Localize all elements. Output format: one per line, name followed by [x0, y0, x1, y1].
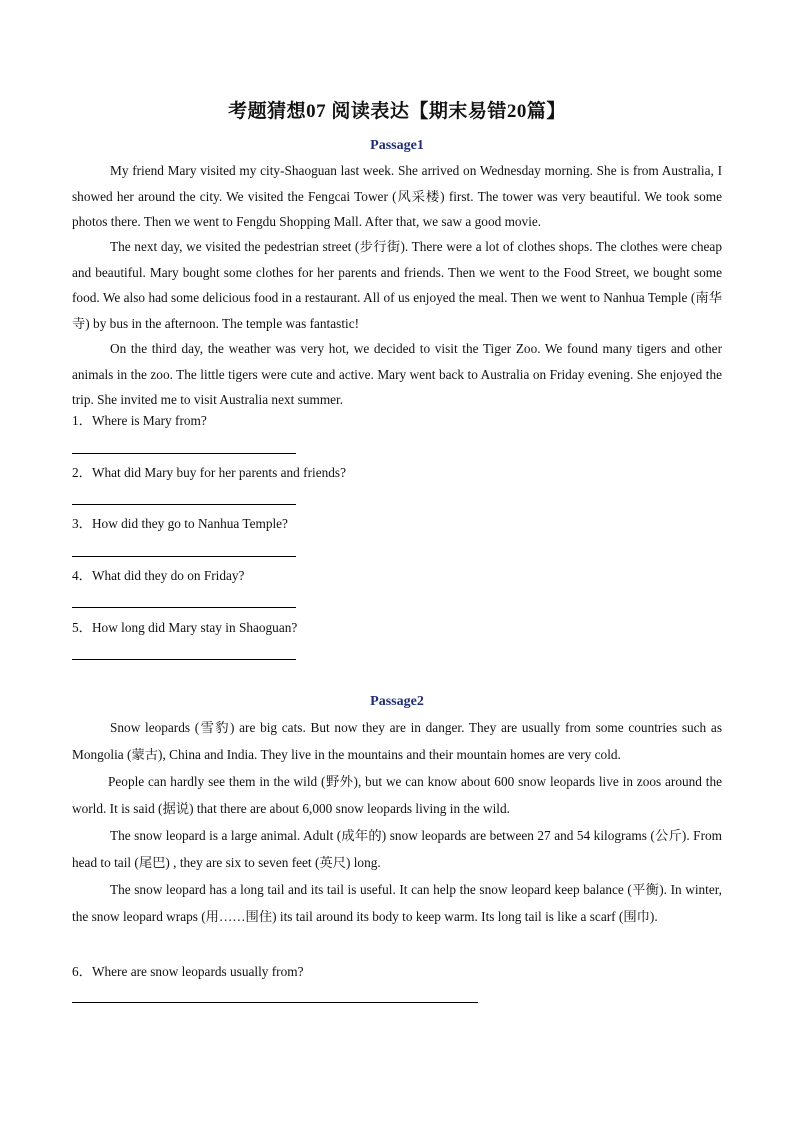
- answer-line-4[interactable]: [72, 607, 296, 608]
- passage2-heading: Passage2: [370, 694, 424, 709]
- answer-line-6[interactable]: [72, 1002, 478, 1003]
- question-4: 4．What did they do on Friday?: [72, 568, 245, 583]
- passage2-paragraph-1: Snow leopards (雪豹) are big cats. But now they are in danger. They are usually from some countries such as Mongolia (蒙古), China and India. They live in the mountains and their mountain homes are very cold.: [72, 720, 722, 762]
- question-2: 2．What did Mary buy for her parents and friends?: [72, 465, 346, 480]
- question-3: 3．How did they go to Nanhua Temple?: [72, 516, 288, 531]
- answer-line-3[interactable]: [72, 556, 296, 557]
- passage1-paragraph-2: The next day, we visited the pedestrian street (步行街). There were a lot of clothes shops. The clothes were cheap and beautiful. Mary bought some clothes for her parents and friends. Then we went to the Food Street, we bought some food. We also had some delicious food in a restaurant. All of us enjoyed the meal. Then we went to Nanhua Temple (南华寺) by bus in the afternoon. The temple was fantastic!: [72, 239, 722, 331]
- page-title: 考题猜想07 阅读表达【期末易错20篇】: [228, 101, 566, 122]
- passage1-paragraph-3: On the third day, the weather was very hot, we decided to visit the Tiger Zoo. We found many tigers and other animals in the zoo. The little tigers were cute and active. Mary went back to Australia on Friday evening. She enjoyed the trip. She invited me to visit Australia next summer.: [72, 341, 722, 407]
- question-6: 6．Where are snow leopards usually from?: [72, 964, 304, 979]
- passage1-paragraph-1: My friend Mary visited my city-Shaoguan last week. She arrived on Wednesday morning. She is from Australia, I showed her around the city. We visited the Fengcai Tower (风采楼) first. The tower was very beautiful. We took some photos there. Then we went to Fengdu Shopping Mall. After that, we saw a good movie.: [72, 163, 722, 229]
- passage1-heading: Passage1: [370, 138, 424, 153]
- answer-line-2[interactable]: [72, 504, 296, 505]
- passage2-paragraph-2: People can hardly see them in the wild (野外), but we can know about 600 snow leopards live in zoos around the world. It is said (据说) that there are about 6,000 snow leopards living in the wild.: [72, 774, 722, 816]
- passage2-paragraph-4: The snow leopard has a long tail and its tail is useful. It can help the snow leopard keep balance (平衡). In winter, the snow leopard wraps (用……围住) its tail around its body to keep warm. Its long tail is like a scarf (围巾).: [72, 882, 722, 924]
- answer-line-1[interactable]: [72, 453, 296, 454]
- question-5: 5．How long did Mary stay in Shaoguan?: [72, 620, 298, 635]
- question-1: 1．Where is Mary from?: [72, 413, 207, 428]
- passage2-paragraph-3: The snow leopard is a large animal. Adult (成年的) snow leopards are between 27 and 54 kilograms (公斤). From head to tail (尾巴) , they are six to seven feet (英尺) long.: [72, 828, 722, 870]
- answer-line-5[interactable]: [72, 659, 296, 660]
